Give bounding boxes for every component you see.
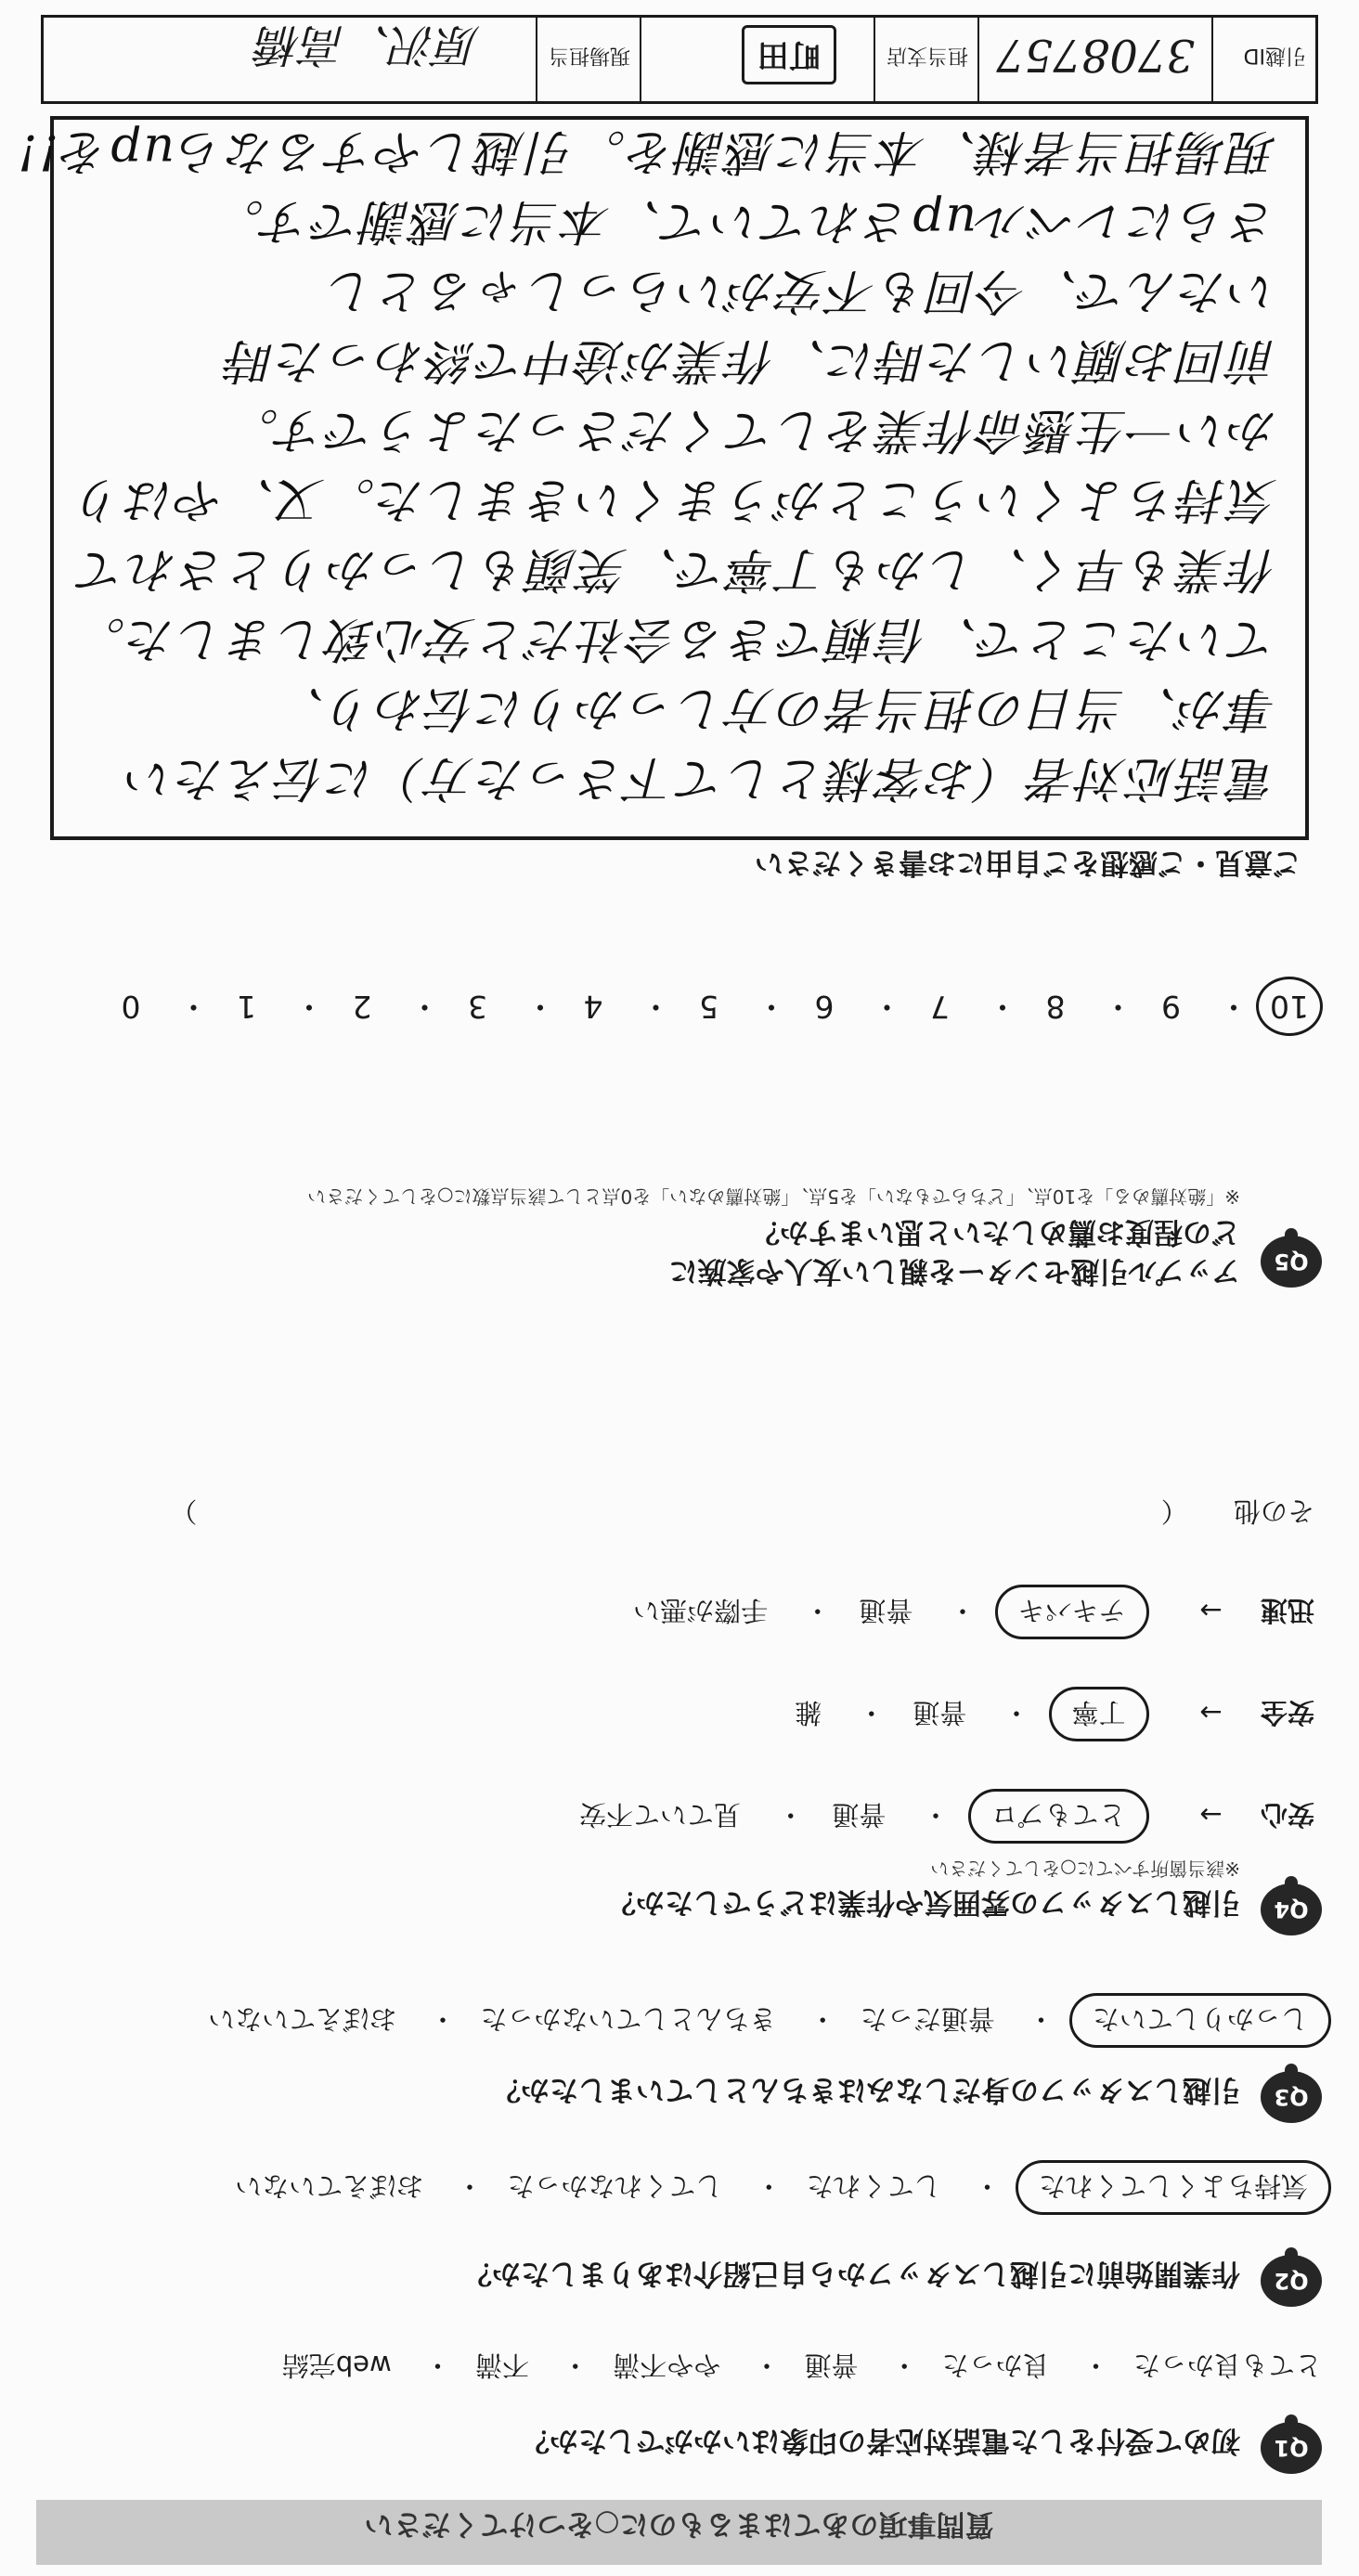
- q4-badge: Q4: [1261, 1883, 1322, 1935]
- comment-line: 前回お願いした時に、作業が途中で終わった時: [225, 332, 1277, 388]
- q2-option[interactable]: してくれなかった: [507, 2170, 723, 2202]
- q5-score[interactable]: 0: [121, 989, 141, 1025]
- branch-stamp: 町田: [742, 25, 836, 84]
- arrow-right-icon: →: [1199, 1697, 1223, 1728]
- q2-option-selected[interactable]: 気持ちよくしてくれた: [1016, 2160, 1331, 2215]
- branch-value-cell: [640, 18, 874, 101]
- q1-text: 初めて受付をした電話対応者の印象はいかがでしたか？: [521, 2424, 1240, 2457]
- q3-option[interactable]: おぼえていない: [208, 2003, 397, 2035]
- instruction-text: 質問事項のあてはまるものに○をつけてください: [364, 2507, 994, 2541]
- q5-note: ※「絶対薦める」を10点、「どちらでもない」を5点、「絶対薦めない」を0点として該当点数に○をしてください: [307, 1185, 1240, 1208]
- q4-row-label: 安全: [1260, 1697, 1314, 1728]
- q4-other-paren-close: ）: [170, 1495, 198, 1527]
- branch-label: 担当支店: [886, 44, 968, 67]
- q4-option[interactable]: 雑: [795, 1697, 822, 1728]
- question-4: [22, 1858, 1322, 1935]
- comment-line: 現場担当者様、本当に感謝を。引越しやするならupを!!: [16, 123, 1277, 179]
- q4-option[interactable]: 普通: [832, 1799, 887, 1831]
- q4-row-anshin: 安心 → とてもプロ・ 普通・ 見ていて不安: [579, 1797, 1314, 1835]
- q5-badge: Q5: [1261, 1236, 1322, 1288]
- question-5: [22, 1185, 1322, 1304]
- q3-option[interactable]: 普通だった: [860, 2003, 995, 2035]
- q4-option[interactable]: 手際が悪い: [633, 1595, 769, 1626]
- leader-value: 原沢、高橋: [256, 19, 480, 71]
- branch-label-cell: [874, 18, 977, 101]
- q5-score[interactable]: 3: [468, 989, 487, 1025]
- id-value: 3708757: [996, 29, 1195, 81]
- id-value-cell: [977, 18, 1211, 101]
- id-label: 引越ID: [1243, 44, 1306, 67]
- q3-options: しっかりしていた・ 普通だった・ きちんとしていなかった・ おぼえていない: [208, 2001, 1322, 2039]
- q4-option-selected[interactable]: テキパキ: [995, 1585, 1149, 1639]
- q3-option-selected[interactable]: しっかりしていた: [1069, 1993, 1331, 2048]
- q4-row-label: 安心: [1260, 1799, 1314, 1831]
- q1-badge: Q1: [1261, 2422, 1322, 2474]
- q1-option[interactable]: 不満: [474, 2349, 529, 2381]
- q4-option-selected[interactable]: とてもプロ: [968, 1789, 1149, 1844]
- q4-option[interactable]: 普通: [859, 1595, 913, 1626]
- q5-score[interactable]: 8: [1045, 989, 1066, 1025]
- question-2: [22, 2249, 1322, 2307]
- q5-text-line2: どの程度お薦めしたいと思いますか？: [751, 1215, 1240, 1249]
- q5-score[interactable]: 2: [352, 989, 372, 1025]
- q5-scale: 10・ 9・ 8・ 7・ 6・ 5・ 4・ 3・ 2・ 1・ 0: [87, 986, 1313, 1030]
- q2-options: 気持ちよくしてくれた・ してくれた・ してくれなかった・ おぼえていない: [235, 2168, 1322, 2207]
- id-label-cell: [1211, 18, 1315, 101]
- q3-badge: Q3: [1261, 2071, 1322, 2123]
- q4-option-selected[interactable]: 丁寧: [1049, 1687, 1149, 1741]
- q5-score[interactable]: 4: [583, 989, 603, 1025]
- q4-option[interactable]: 普通: [912, 1697, 967, 1728]
- comment-line: かい一生懸命作業をしてくださったようです。: [228, 402, 1277, 458]
- comments-title: ご意見・ご感想をご自由にお書きください: [755, 846, 1301, 879]
- q4-option[interactable]: 見ていて不安: [579, 1799, 742, 1831]
- q5-score[interactable]: 9: [1161, 989, 1181, 1025]
- q4-row-jinsoku: 迅速 → テキパキ・ 普通・ 手際が悪い: [633, 1593, 1314, 1631]
- q4-row-anzen: 安全 → 丁寧・ 普通・ 雑: [795, 1695, 1314, 1733]
- q5-score[interactable]: 5: [699, 989, 718, 1025]
- q1-option[interactable]: 普通: [804, 2349, 859, 2381]
- q4-other-label: その他: [1233, 1495, 1314, 1527]
- q1-option[interactable]: とても良かった: [1132, 2349, 1322, 2381]
- arrow-right-icon: →: [1199, 1595, 1223, 1626]
- q2-badge: Q2: [1261, 2255, 1322, 2307]
- q4-other-paren-open: （: [1160, 1495, 1188, 1527]
- q5-text-line1: アップル引越センターを親しい友人や家族に: [668, 1254, 1240, 1288]
- q4-other: [33, 1494, 1314, 1532]
- q2-option[interactable]: してくれた: [806, 2170, 941, 2202]
- arrow-right-icon: →: [1199, 1799, 1223, 1831]
- comment-line: いたんで、今回も不安がいらっしゃるとし: [326, 263, 1277, 318]
- comment-line: 事が、当日の担当者の方しっかりに伝わり、: [274, 680, 1277, 736]
- footer-info-table: [41, 15, 1318, 104]
- comment-line: 気持ちよくいうことがうまくいきました。又、やはり: [73, 472, 1277, 527]
- leader-label-cell: [536, 18, 640, 101]
- comment-line: ていたことで、信頼できる会社だと安心致しました。: [75, 611, 1277, 667]
- q5-score[interactable]: 6: [814, 989, 835, 1025]
- q1-option[interactable]: やや不満: [613, 2349, 721, 2381]
- q2-text: 作業開始前に引越しスタッフから自己紹介はありましたか？: [463, 2257, 1240, 2290]
- comments-box[interactable]: [16, 116, 1309, 840]
- q3-option[interactable]: きちんとしていなかった: [480, 2003, 777, 2035]
- q5-score[interactable]: 7: [930, 989, 950, 1025]
- q5-score-selected[interactable]: 10: [1256, 977, 1323, 1036]
- question-1: [22, 2416, 1322, 2474]
- instruction-band: [36, 2500, 1322, 2565]
- question-3: [22, 2065, 1322, 2123]
- leader-label: 現場担当: [548, 44, 630, 67]
- q1-option[interactable]: web完結: [281, 2349, 392, 2381]
- q3-text: 引越しスタッフの身だしなみはきちんとしていましたか？: [492, 2073, 1240, 2106]
- q4-row-label: 迅速: [1260, 1595, 1314, 1626]
- comment-line: 電話応対者（お客様として下さった方）に伝えたい: [123, 750, 1277, 806]
- q2-option[interactable]: おぼえていない: [235, 2170, 424, 2202]
- q5-score[interactable]: 1: [237, 989, 256, 1025]
- comment-line: 作業も早く、しかも丁寧で、笑顔もしっかりとされて: [76, 541, 1277, 597]
- q4-note: ※該当箇所すべてに○をしてください: [930, 1858, 1240, 1880]
- leader-value-cell: [44, 18, 536, 101]
- q1-option[interactable]: 良かった: [941, 2349, 1050, 2381]
- q1-options: とても良かった・ 良かった・ 普通・ やや不満・ 不満・ web完結: [281, 2349, 1322, 2381]
- q4-text: 引越しスタッフの雰囲気や作業はどうでしたか？: [607, 1885, 1240, 1919]
- comment-line: さらにレベルupされていて、本当に感謝です。: [214, 193, 1277, 249]
